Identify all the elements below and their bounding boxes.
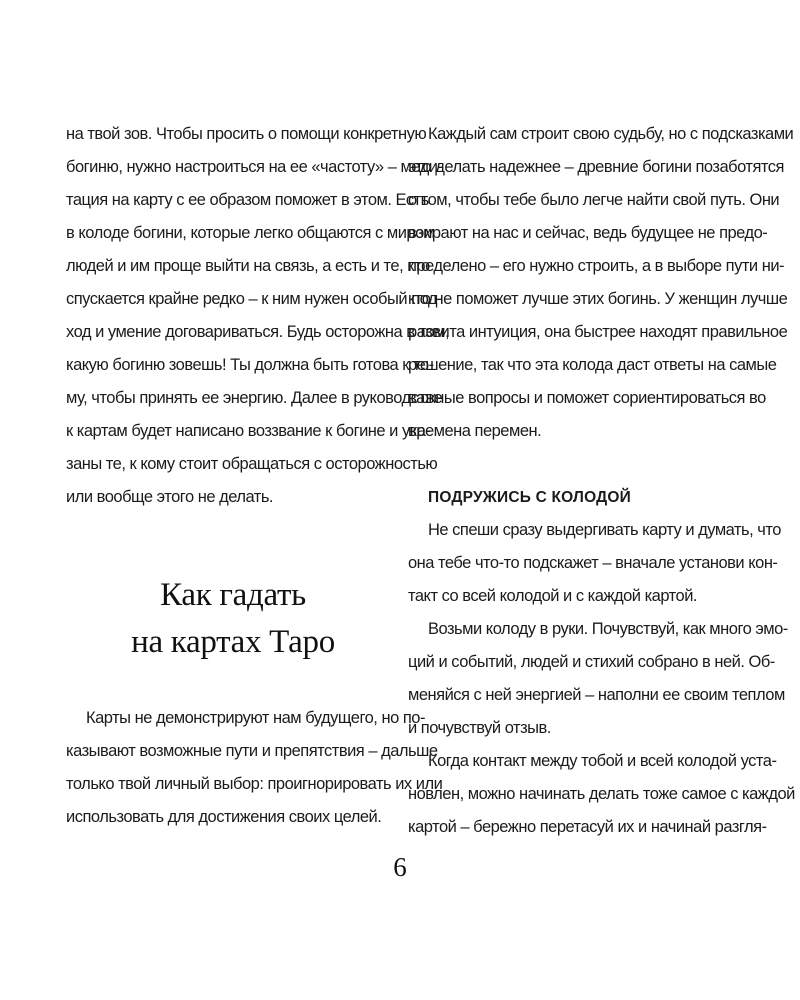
right-column (408, 118, 795, 844)
body-text-line: заны те, к кому стоит обращаться с осторожностью (66, 455, 438, 473)
body-text-line: спускается крайне редко – к ним нужен особый под- (66, 290, 443, 308)
left-column (66, 118, 450, 514)
body-text-line: только твой личный выбор: проигнорировать их или (66, 775, 443, 793)
body-text-line: на твой зов. Чтобы просить о помощи конкретную (66, 125, 427, 143)
body-text-line: взирают на нас и сейчас, ведь будущее не предо- (408, 224, 768, 242)
body-text-line: о том, чтобы тебе было легче найти свой путь. Они (408, 191, 780, 209)
body-text-line: использовать для достижения своих целей. (66, 808, 382, 826)
body-text-line: к картам будет написано воззвание к богине и ука- (66, 422, 431, 440)
body-text-line: это делать надежнее – древние богини позаботятся (408, 158, 784, 176)
body-text-line: Возьми колоду в руки. Почувствуй, как много эмо- (428, 620, 788, 638)
body-text-line: такт со всей колодой и с каждой картой. (408, 587, 698, 605)
body-text-line: картой – бережно перетасуй их и начинай разгля- (408, 818, 767, 836)
body-text-line: важные вопросы и поможет сориентироваться во (408, 389, 766, 407)
body-text-line: людей и им проще выйти на связь, а есть и те, кто (66, 257, 430, 275)
body-text-line: времена перемен. (408, 422, 542, 440)
body-text-line: какую богиню зовешь! Ты должна быть готова к то- (66, 356, 434, 374)
body-text-line: му, чтобы принять ее энергию. Далее в руководстве (66, 389, 443, 407)
body-text-line: она тебе что-то подскажет – вначале установи кон- (408, 554, 778, 572)
subheading: ПОДРУЖИСЬ С КОЛОДОЙ (428, 489, 631, 506)
body-text-line: меняйся с ней энергией – наполни ее своим теплом (408, 686, 785, 704)
body-text-line: ций и событий, людей и стихий собрано в ней. Об- (408, 653, 775, 671)
body-text-line: или вообще этого не делать. (66, 488, 274, 506)
body-text-line: пределено – его нужно строить, а в выборе пути ни- (408, 257, 785, 275)
intro-paragraph (66, 702, 443, 834)
body-text-line: кто не поможет лучше этих богинь. У женщин лучше (408, 290, 788, 308)
body-text-line: Не спеши сразу выдергивать карту и думать, что (428, 521, 781, 539)
body-text-line: и почувствуй отзыв. (408, 719, 551, 737)
body-text-line: Карты не демонстрируют нам будущего, но по- (86, 709, 425, 727)
body-text-line: Каждый сам строит свою судьбу, но с подсказками (428, 125, 794, 143)
body-text-line: тация на карту с ее образом поможет в этом. Есть (66, 191, 429, 209)
section-title-line-1: Как гадать (160, 577, 306, 613)
body-text-line: казывают возможные пути и препятствия – дальше (66, 742, 438, 760)
body-text-line: решение, так что эта колода даст ответы на самые (408, 356, 777, 374)
paragraph-spacer (408, 448, 742, 481)
body-text-line: развита интуиция, она быстрее находят правильное (408, 323, 788, 341)
body-text-line: в колоде богини, которые легко общаются с миром (66, 224, 435, 242)
section-title (66, 572, 400, 666)
section-title-line-2: на картах Таро (131, 624, 335, 660)
body-text-line: новлен, можно начинать делать тоже самое с каждой (408, 785, 795, 803)
body-text-line: ход и умение договариваться. Будь осторожна в том, (66, 323, 450, 341)
body-text-line: Когда контакт между тобой и всей колодой уста- (428, 752, 777, 770)
page-number: 6 (393, 852, 407, 882)
body-text-line: богиню, нужно настроиться на ее «частоту» – меди- (66, 158, 443, 176)
